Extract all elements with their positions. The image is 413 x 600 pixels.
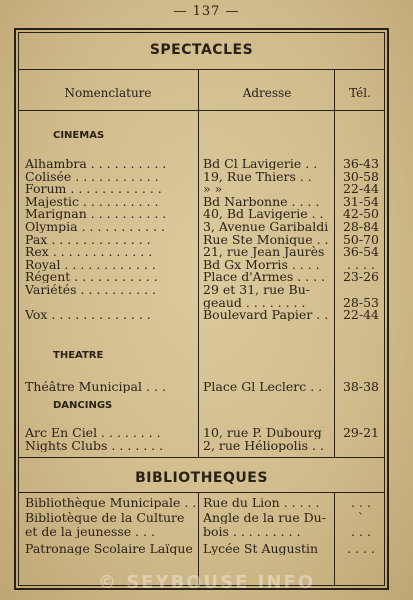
table-row [16,511,387,524]
row-phone: 29-21 [342,426,380,439]
row-name: Olympia . . . . . . . . . . . [25,220,166,233]
row-phone: 31-54 [342,194,380,208]
row-address: 10, rue P. Dubourg [203,426,322,439]
row-address: Angle de la rue Du- [203,510,326,524]
section-title-bibliotheques: BIBLIOTHEQUES [135,470,268,486]
row-address: » » [203,182,223,196]
row-address: 2, rue Héliopolis . . [203,438,324,452]
watermark: © SEYBOUSE INFO [97,572,316,593]
row-address: Lycée St Augustin [203,541,319,555]
category-heading: DANCINGS [53,400,113,411]
table-row [16,542,387,555]
row-name: Bibliotèque de la Culture [25,510,185,524]
table-row [16,220,387,233]
header-bottom-rule [19,110,384,111]
table-row [16,426,387,439]
row-name: Alhambra . . . . . . . . . . [25,157,167,170]
row-phone: . . . [351,525,371,538]
table-row [16,525,387,538]
category-heading: CINEMAS [53,130,105,141]
col-header-adresse: Adresse [242,86,292,100]
row-address: Place Gl Leclerc . . [203,380,323,393]
row-address: Rue du Lion . . . . . [203,496,320,509]
row-name: Rex . . . . . . . . . . . . . [25,245,153,259]
row-address: 19, Rue Thiers . . [203,169,312,183]
row-name: Marignan . . . . . . . . . . [25,207,167,221]
table-row [16,283,387,296]
col-rule-adresse [198,70,199,457]
table-row [16,182,387,195]
row-name: Variétés . . . . . . . . . . [25,283,157,296]
page-number: — 137 — [173,4,240,19]
row-address: Place d'Armes . . . . [203,270,326,284]
row-address: Bd Gx Morris . . . . [203,257,320,271]
row-address: 29 et 31, rue Bu- [203,283,310,296]
row-phone: 23-26 [342,270,380,284]
row-phone: . . . . [347,541,375,555]
row-phone: 22-44 [342,182,380,196]
table-row [16,496,387,509]
row-address: Boulevard Papier . . [203,308,329,322]
row-name: Forum . . . . . . . . . . . . [25,182,162,196]
table-row [16,245,387,258]
row-address: Rue Ste Monique . . [203,232,329,246]
row-name: Nights Clubs . . . . . . . [25,438,164,452]
row-phone: 28-84 [342,220,380,233]
row-name: Arc En Ciel . . . . . . . . [25,426,161,439]
row-address: 3, Avenue Garibaldi [203,220,329,233]
row-name: Régent . . . . . . . . . . . [25,270,158,284]
row-phone: 22-44 [342,308,380,322]
row-phone: 42-50 [342,207,380,221]
header-top-rule [19,69,384,70]
table-row [16,296,387,309]
section-title-spectacles: SPECTACLES [149,42,254,58]
row-phone: . . . . [347,257,375,271]
category-heading: THEATRE [53,350,104,361]
row-phone: 30-58 [342,169,380,183]
row-name: Colisée . . . . . . . . . . . [25,169,159,183]
row-name: Royal . . . . . . . . . . . . [25,257,156,271]
col-header-tel: Tél. [349,86,371,100]
row-address: Bd Cl Lavigerie . . [203,157,318,170]
table-row [16,270,387,283]
table-row [16,308,387,321]
row-phone: 38-38 [342,380,380,393]
row-name: Vox . . . . . . . . . . . . . [25,308,151,322]
table-row [16,380,387,393]
col-header-nomenclature: Nomenclature [64,86,152,100]
table-row [16,207,387,220]
row-name: Pax . . . . . . . . . . . . . [25,232,151,246]
row-name: Patronage Scolaire Laïque [25,541,193,555]
row-phone: 36-43 [342,157,380,170]
row-phone: 50-70 [342,232,380,246]
table-row [16,170,387,183]
table-row [16,258,387,271]
row-name: Majestic . . . . . . . . . . [25,194,159,208]
row-address: Bd Narbonne . . . . [203,194,320,208]
row-address: geaud . . . . . . . . [203,295,306,309]
row-name: Bibliothèque Municipale . . [25,496,197,509]
table-row [16,195,387,208]
row-phone: 36-54 [342,245,380,259]
table-row [16,233,387,246]
row-address: bois . . . . . . . . . [203,525,301,538]
row-name: et de la jeunesse . . . [25,525,156,538]
table-row [16,439,387,452]
col-rule-tel [334,70,335,457]
biblio-top-rule [19,492,384,493]
row-address: 21, rue Jean Jaurès [203,245,325,259]
row-phone: . . . [351,496,371,509]
row-phone: ` [357,510,365,524]
section-divider-rule [19,457,384,458]
table-row [16,157,387,170]
row-phone: 28-53 [342,295,380,309]
row-address: 40, Bd Lavigerie . . [203,207,324,221]
listing-frame [14,28,389,590]
row-name: Théâtre Municipal . . . [25,380,166,393]
